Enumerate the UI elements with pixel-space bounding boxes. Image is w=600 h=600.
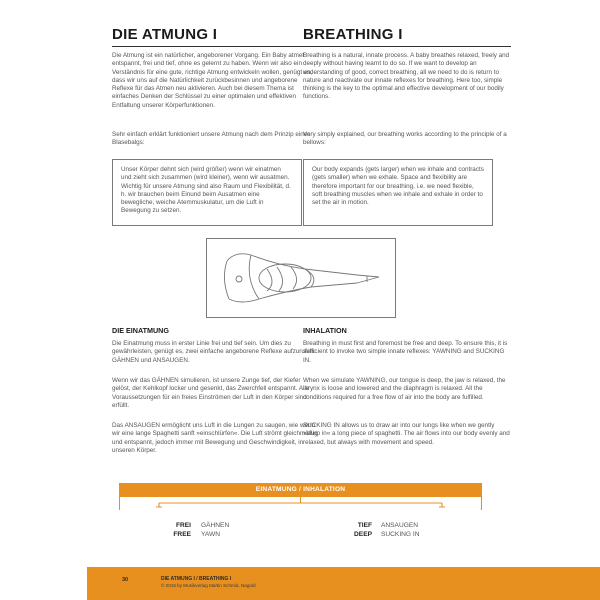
bellows-icon [207, 239, 395, 317]
terms-left-bold [155, 521, 191, 539]
terms-right-normal [381, 521, 419, 539]
left-section-title: DIE EINATMUNG [112, 326, 169, 335]
term-tief: TIEF [357, 522, 372, 529]
left-p2: Wenn wir das GÄHNEN simulieren, ist unsere Zunge tief, der Kiefer gelöst, der Kehlkopf locker und gesenkt, das Zwerchfell entspannt. Alle Voraussetzungen für ein freies Einströmen der Luft in den Körper sind erfüllt. [112, 377, 310, 409]
right-bellows-text: Very simply explained, our breathing works according to the principle of a bellows: [303, 131, 507, 147]
term-frei: FREI [175, 522, 191, 529]
band-bracket [119, 497, 482, 511]
left-bellows-text: Sehr einfach erklärt funktioniert unsere Atmung nach dem Prinzip eines Blasebalgs: [112, 131, 311, 147]
page-number: 30 [122, 577, 129, 583]
term-deep: DEEP [354, 531, 372, 538]
inhalation-band [119, 483, 482, 497]
right-p2: When we simulate YAWNING, our tongue is deep, the jaw is relaxed, the larynx is loose and lowered and the diaphragm is relaxed. All the conditions required for a free flow of air into the body are fulfilled. [303, 377, 506, 401]
left-title: DIE ATMUNG I [112, 26, 320, 47]
right-p1: Breathing in must first and foremost be free and deep. To ensure this, it is sufficient to invoke two simple innate reflexes: YAWNING and SUCKING IN. [303, 340, 508, 364]
band-label: EINATMUNG / INHALATION [255, 486, 346, 493]
right-section-title: INHALATION [303, 326, 347, 335]
bellows-illustration [206, 238, 396, 318]
right-intro: Breathing is a natural, innate process. A baby breathes relaxed, freely and deeply without having learnt to do so. If we want to develop an understanding of good, correct breathing, all we need to do is return to nature and reactivate our innate reflexes for breathing. Here too, simple thinking is the key to the optimal and effective development of our bodily functions. [303, 52, 510, 101]
term-sucking-in: SUCKING IN [381, 531, 420, 538]
term-ansaugen: ANSAUGEN [381, 522, 419, 529]
footer-title: DIE ATMUNG I / BREATHING I [161, 576, 232, 582]
left-bellows-box [112, 159, 302, 226]
left-p3: Das ANSAUGEN ermöglicht uns Luft in die Lungen zu saugen, wie wenn wir eine lange Spaghetti sanft »einschlürfen«. Die Luft strömt gleichmäßig und entspannt, jedoch immer mit Bewegung und Geschwindigkeit, in unseren Körper. [112, 422, 318, 454]
left-p1: Die Einatmung muss in erster Linie frei und tief sein. Um dies zu gewährleisten, genügt es, zwei einfache angeborene Reflexe aufzurufen: GÄHNEN und ANSAUGEN. [112, 340, 316, 364]
right-box-text: Our body expands (gets larger) when we inhale and contracts (gets smaller) when we exhale. Space and flexibility are therefore important for our breathing, i.e. we need flexible, soft breathing muscles when we inhale and exhale in order to set the air in motion. [312, 166, 484, 207]
footer-bar [87, 567, 600, 600]
right-bellows-box [303, 159, 493, 226]
term-free: FREE [173, 531, 191, 538]
terms-left-normal [201, 521, 229, 539]
term-yawn: YAWN [201, 531, 221, 538]
right-p3: SUCKING IN allows us to draw air into our lungs like when we gently »slurp in« a long piece of spaghetti. The air flows into our body evenly and relaxed, but always with movement and speed. [303, 422, 510, 446]
term-gaehnen: GÄHNEN [201, 522, 230, 529]
footer-copyright: © 2015 by Musikverlag Martin Schmid, Nagold [161, 583, 256, 588]
terms-right-bold [336, 521, 372, 539]
left-box-text: Unser Körper dehnt sich (wird größer) wenn wir einatmen und zieht sich zusammen (wird kleiner), wenn wir ausatmen. Wichtig für unsere Atmung sind also Raum und Flexibilität, d. h. wir brauchen beim Einund beim Ausatmen eine bewegliche, weiche Atemmuskulatur, um die Luft in Bewegung zu setzen. [121, 166, 291, 215]
right-title: BREATHING I [303, 26, 511, 47]
left-intro: Die Atmung ist ein natürlicher, angeborener Vorgang. Ein Baby atmet entspannt, frei und tief, ohne es gelernt zu haben. Wenn wir also ein Verständnis für eine gute, richtige Atmung entwickeln wollen, genügt es, dass wir uns auf die Natürlichkeit zurückbesinnen und angeborene Reflexe für das Atmen neu aktivieren. Auch bei diesem Thema ist einfaches Denken der Schlüssel zu einer optimalen und effektiven Entfaltung unserer Körperfunktionen. [112, 52, 313, 109]
